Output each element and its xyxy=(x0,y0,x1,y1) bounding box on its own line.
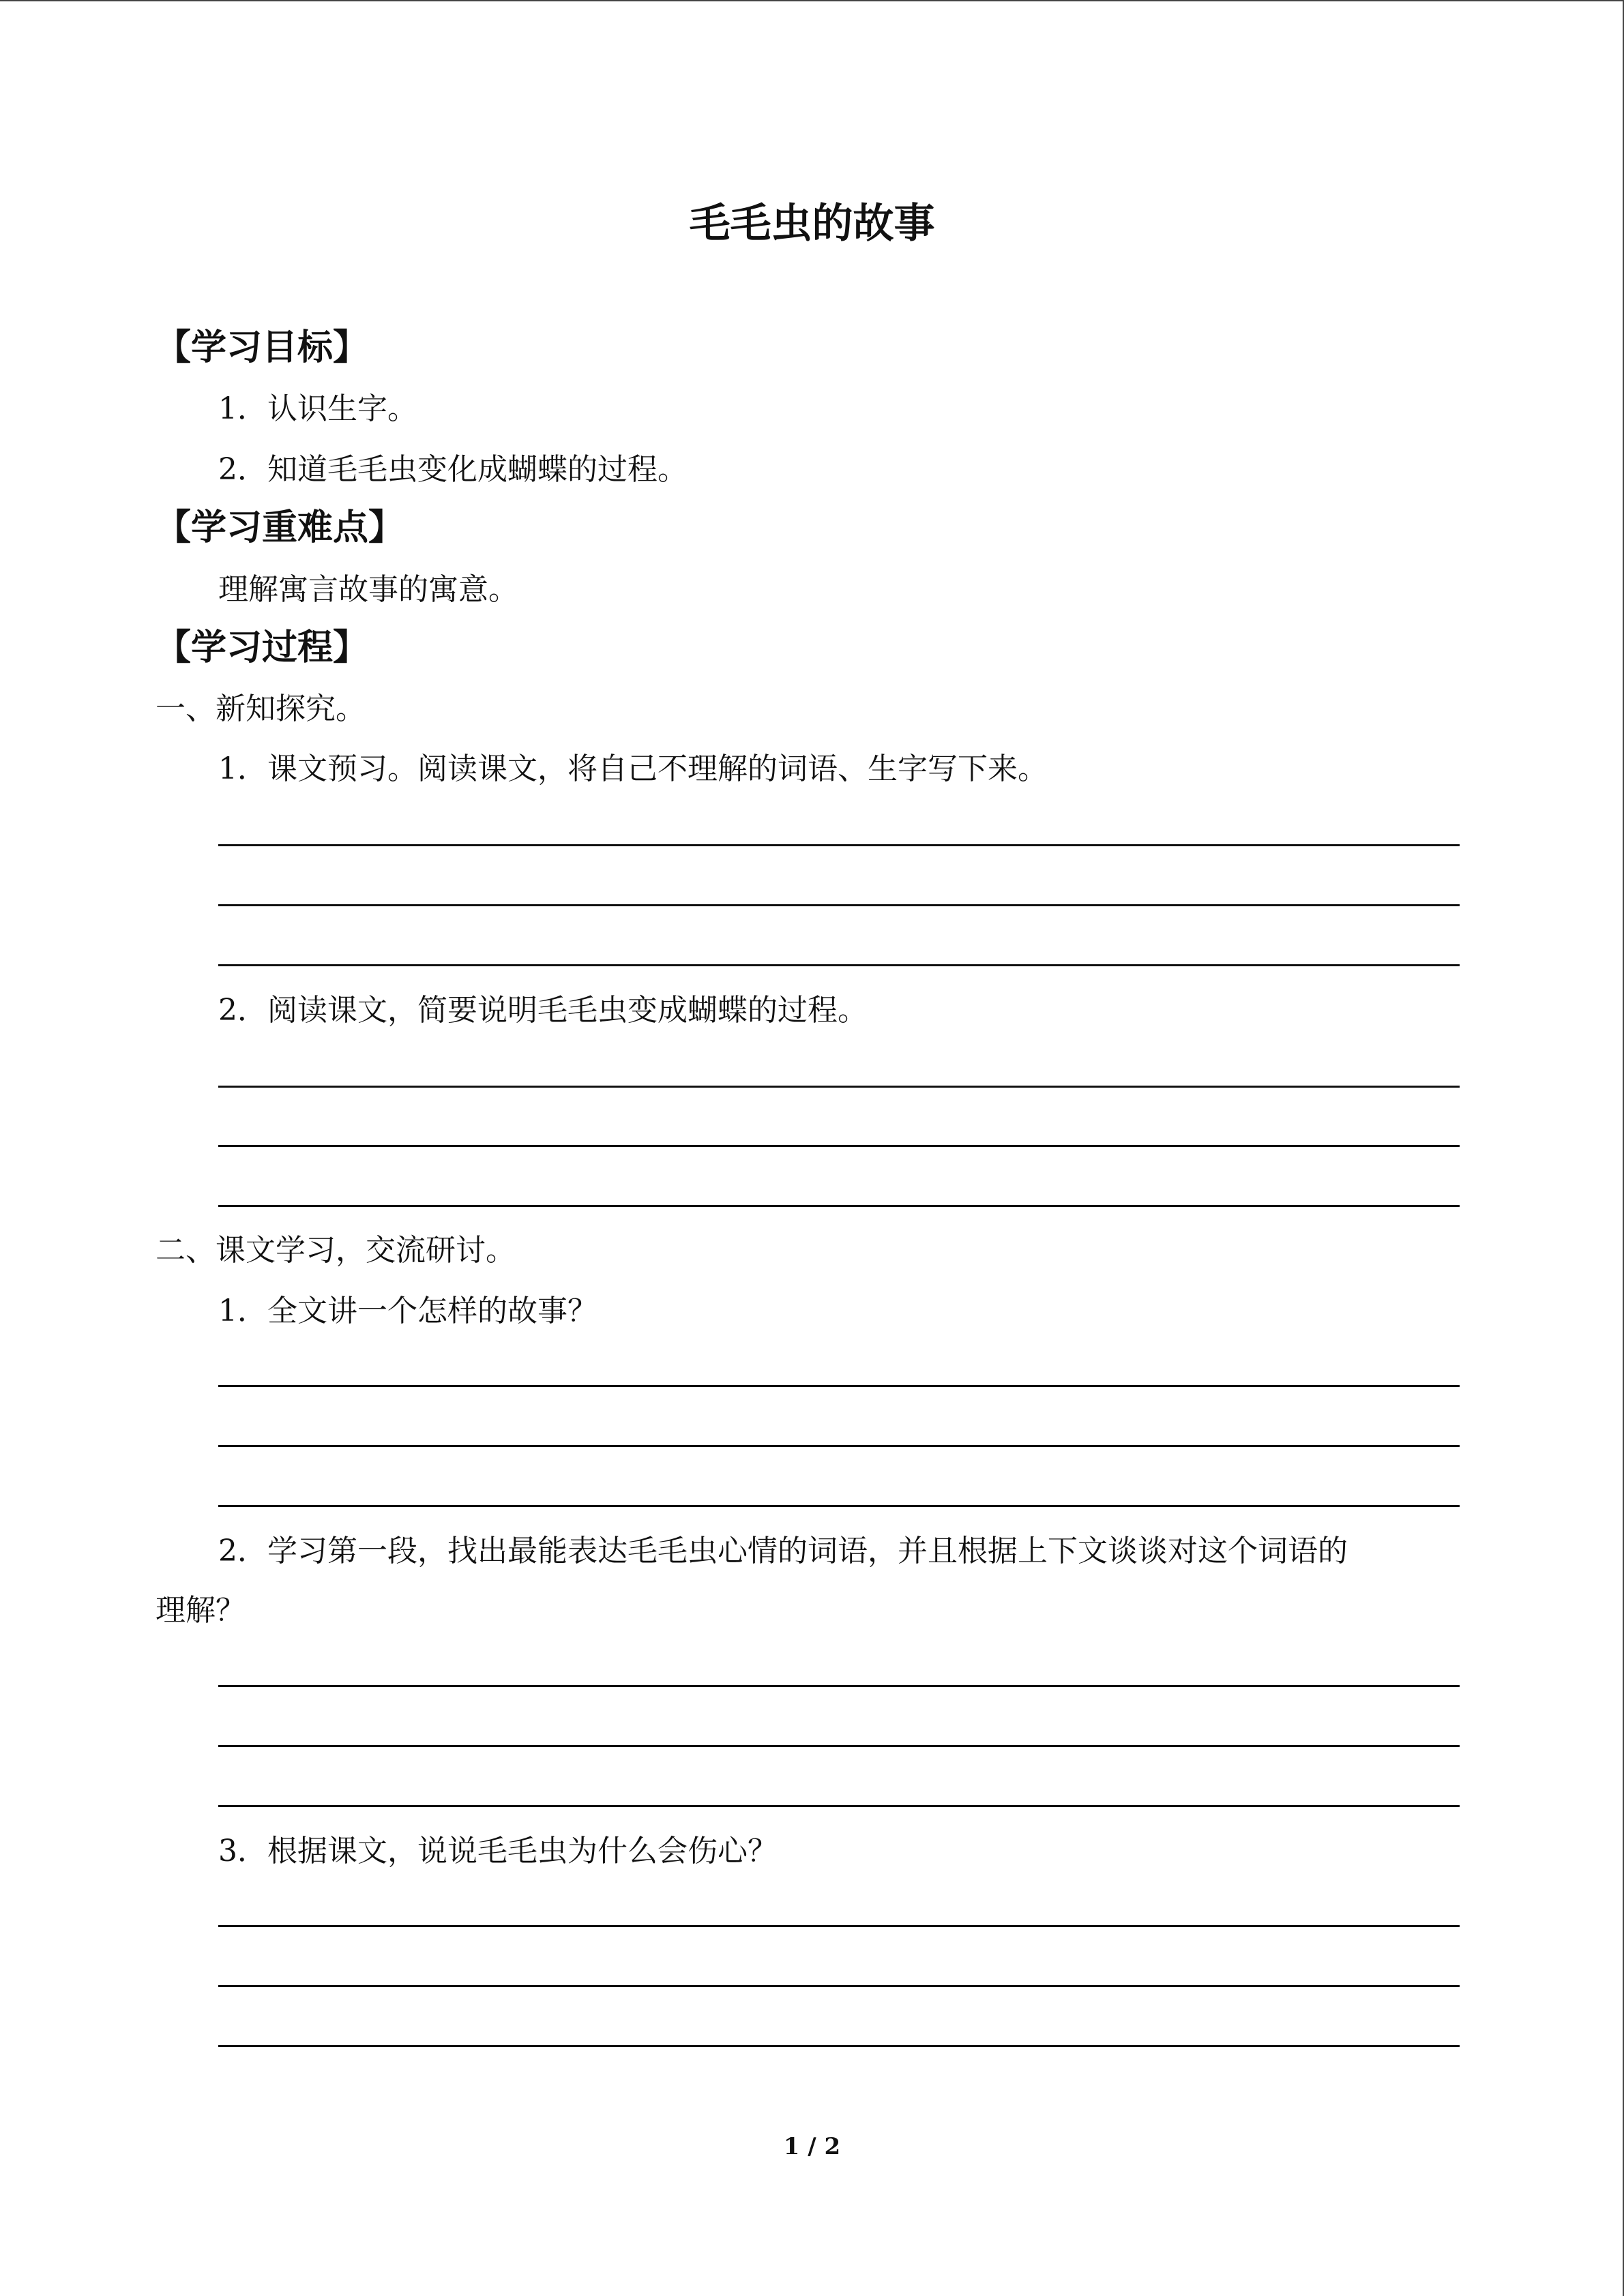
answer-line[interactable] xyxy=(218,1385,1460,1387)
answer-line[interactable] xyxy=(218,1086,1460,1088)
part2-question-2: 2．学习第一段，找出最能表达毛毛虫心情的词语，并且根据上下文谈谈对这个词语的 xyxy=(218,1534,1348,1568)
objective-item-2: 2．知道毛毛虫变化成蝴蝶的过程。 xyxy=(218,452,688,487)
part2-question-3: 3．根据课文，说说毛毛虫为什么会伤心？ xyxy=(218,1834,778,1868)
answer-line[interactable] xyxy=(218,1805,1460,1807)
key-points-heading: 【学习重难点】 xyxy=(156,507,404,548)
answer-line[interactable] xyxy=(218,904,1460,906)
answer-line[interactable] xyxy=(218,964,1460,966)
part2-question-2-cont: 理解？ xyxy=(156,1593,246,1628)
answer-line[interactable] xyxy=(218,1445,1460,1447)
part1-question-2: 2．阅读课文，简要说明毛毛虫变成蝴蝶的过程。 xyxy=(218,993,868,1028)
answer-line[interactable] xyxy=(218,1745,1460,1747)
answer-line[interactable] xyxy=(218,1985,1460,1987)
part1-label: 一、新知探究。 xyxy=(156,691,366,726)
answer-line[interactable] xyxy=(218,1685,1460,1687)
part1-question-1: 1．课文预习。阅读课文，将自己不理解的词语、生字写下来。 xyxy=(218,751,1048,786)
answer-line[interactable] xyxy=(218,1925,1460,1927)
key-points-text: 理解寓言故事的寓意。 xyxy=(218,572,518,607)
answer-line[interactable] xyxy=(218,1205,1460,1207)
part2-question-1: 1．全文讲一个怎样的故事？ xyxy=(218,1294,597,1328)
process-heading: 【学习过程】 xyxy=(156,627,369,668)
answer-line[interactable] xyxy=(218,2045,1460,2047)
page-number: 1 / 2 xyxy=(783,2133,841,2160)
document-title: 毛毛虫的故事 xyxy=(689,200,935,248)
answer-line[interactable] xyxy=(218,1505,1460,1507)
objectives-heading: 【学习目标】 xyxy=(156,327,369,368)
objective-item-1: 1．认识生字。 xyxy=(218,391,417,426)
answer-line[interactable] xyxy=(218,1145,1460,1147)
answer-line[interactable] xyxy=(218,844,1460,846)
part2-label: 二、课文学习，交流研讨。 xyxy=(156,1233,516,1268)
